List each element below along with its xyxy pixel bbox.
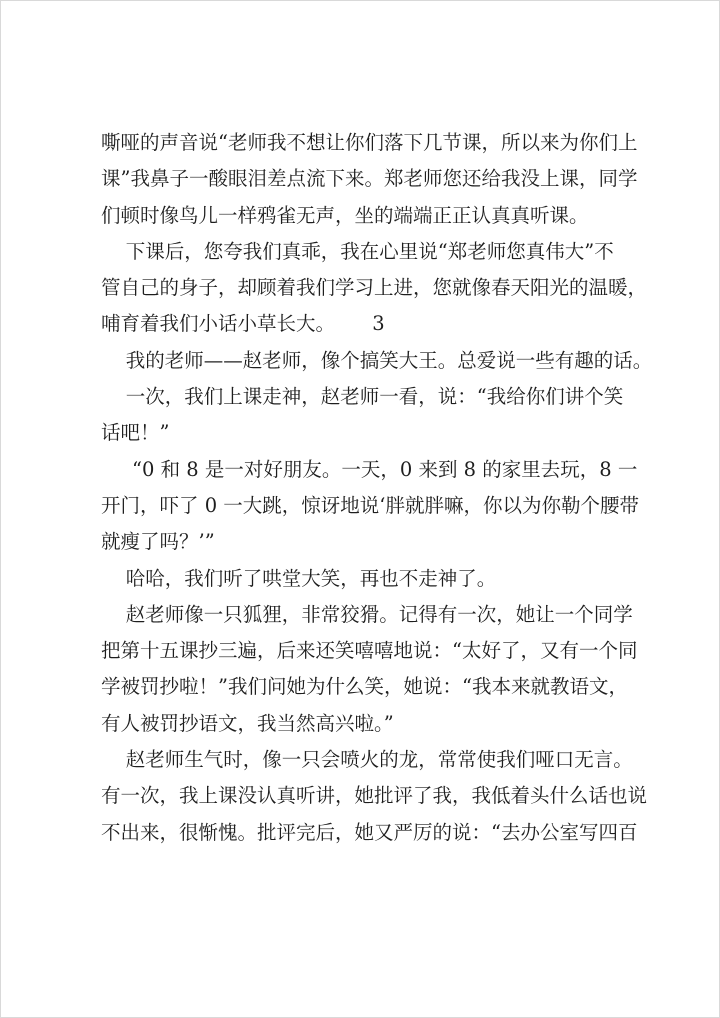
text-line: 就瘦了吗？’”: [101, 530, 215, 554]
text-line: 一次，我们上课走神，赵老师一看，说：“我给你们讲个笑: [101, 385, 624, 409]
text-line: 有一次，我上课没认真听讲，她批评了我，我低着头什么话也说: [101, 784, 648, 808]
text-line: 赵老师生气时，像一只会喷火的龙，常常使我们哑口无言。: [101, 748, 633, 772]
text-line: 有人被罚抄语文，我当然高兴啦。”: [101, 711, 394, 735]
body-text: [101, 125, 653, 851]
text-line: 把第十五课抄三遍，后来还笑嘻嘻地说：“太好了，又有一个同: [101, 639, 638, 663]
text-line: 不出来，很惭愧。批评完后，她又严厉的说：“去办公室写四百: [101, 820, 638, 844]
text-line: 赵老师像一只狐狸，非常狡猾。记得有一次，她让一个同学: [101, 602, 633, 626]
text-line: 学被罚抄啦！”我们问她为什么笑，她说：“我本来就教语文，: [101, 675, 628, 699]
text-line: “0 和 8 是一对好朋友。一天，0 来到 8 的家里去玩，8 一: [101, 457, 638, 481]
text-line: 开门，吓了 0 一大跳，惊讶地说‘胖就胖嘛，你以为你勒个腰带: [101, 493, 640, 517]
text-line: 下课后，您夸我们真乖，我在心里说“郑老师您真伟大”不: [101, 239, 614, 263]
text-line: 嘶哑的声音说“老师我不想让你们落下几节课，所以来为你们上: [101, 131, 638, 154]
text-line: 们顿时像鸟儿一样鸦雀无声，坐的端端正正认真真听课。: [101, 203, 589, 227]
text-line: 课”我鼻子一酸眼泪差点流下来。郑老师您还给我没上课，同学: [101, 167, 638, 191]
text-line: 哈哈，我们听了哄堂大笑，再也不走神了。: [101, 566, 497, 590]
text-line: 话吧！”: [101, 421, 170, 445]
text-line: 哺育着我们小话小草长大。 3: [101, 312, 385, 336]
text-line: 我的老师——赵老师，像个搞笑大王。总爱说一些有趣的话。: [101, 348, 653, 372]
text-line: 管自己的身子，却顾着我们学习上进，您就像春天阳光的温暖，: [101, 276, 648, 300]
